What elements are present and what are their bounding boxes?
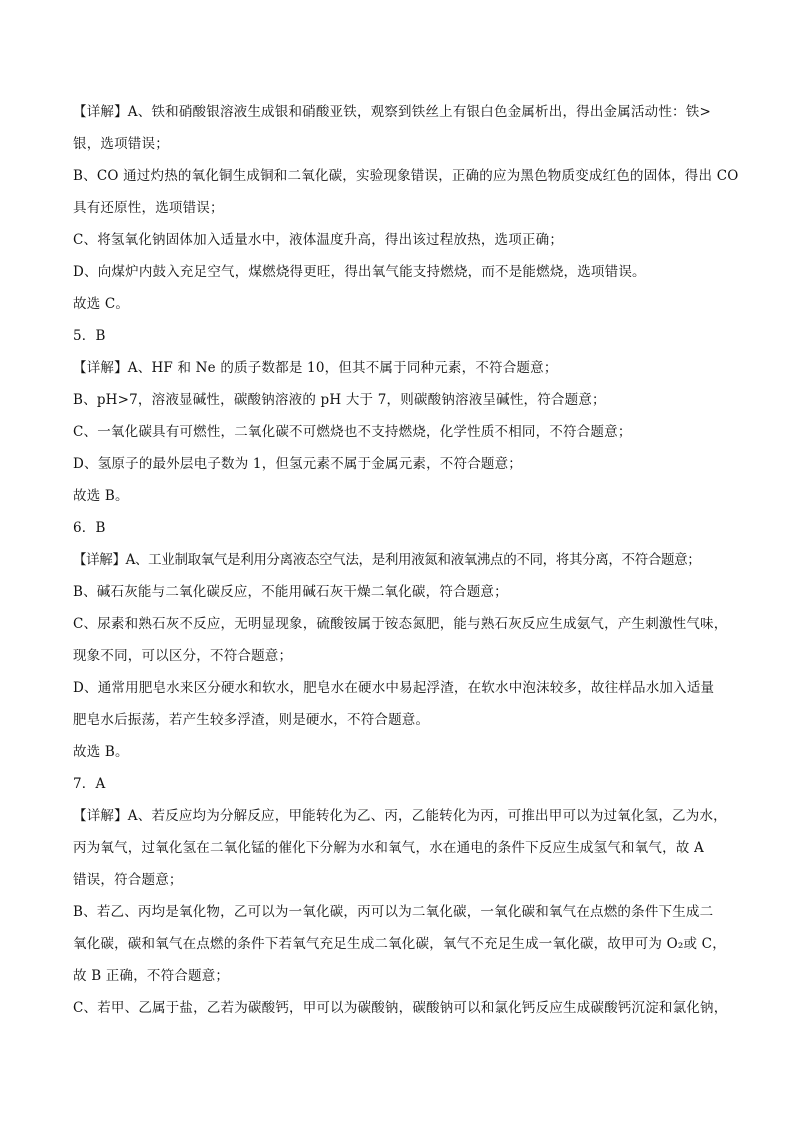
text-line: B、若乙、丙均是氧化物，乙可以为一氧化碳，丙可以为二氧化碳，一氧化碳和氧气在点燃的条件下生成二: [73, 904, 714, 920]
text-line: 【详解】A、若反应均为分解反应，甲能转化为乙、丙，乙能转化为丙，可推出甲可以为过氧化氢，乙为水，: [73, 808, 727, 824]
text-line: 银，选项错误；: [73, 136, 169, 152]
text-line: D、通常用肥皂水来区分硬水和软水，肥皂水在硬水中易起浮渣，在软水中泡沫较多，故往样品水加入适量: [73, 680, 715, 696]
text-line: 错误，符合题意；: [73, 872, 183, 888]
document-page: [73, 96, 739, 1024]
text-line: C、一氧化碳具有可燃性，二氧化碳不可燃烧也不支持燃烧，化学性质不相同，不符合题意；: [73, 424, 632, 440]
text-line: C、尿素和熟石灰不反应，无明显现象，硫酸铵属于铵态氮肥，能与熟石灰反应生成氨气，产生刺激性气味，: [73, 616, 728, 632]
text-line: 肥皂水后振荡，若产生较多浮渣，则是硬水，不符合题意。: [73, 712, 430, 728]
text-line: 氧化碳，碳和氧气在点燃的条件下若氧气充足生成二氧化碳，氧气不充足生成一氧化碳，故甲可为 O₂或 C，: [73, 936, 726, 952]
text-line: 故选 C。: [73, 296, 130, 312]
text-line: 【详解】A、铁和硝酸银溶液生成银和硝酸亚铁，观察到铁丝上有银白色金属析出，得出金属活动性：铁>: [73, 104, 711, 120]
text-line: C、将氢氧化钠固体加入适量水中，液体温度升高，得出该过程放热，选项正确；: [73, 232, 564, 248]
text-line: B、CO 通过灼热的氧化铜生成铜和二氧化碳，实验现象错误，正确的应为黑色物质变成红色的固体，得出 CO: [73, 168, 739, 184]
text-line: C、若甲、乙属于盐，乙若为碳酸钙，甲可以为碳酸钠，碳酸钠可以和氯化钙反应生成碳酸钙沉淀和氯化钠，: [73, 1000, 728, 1016]
text-line: 故选 B。: [73, 488, 129, 504]
question-number: 6．B: [73, 520, 106, 536]
text-line: 具有还原性，选项错误；: [73, 200, 224, 216]
text-line: D、氢原子的最外层电子数为 1，但氢元素不属于金属元素，不符合题意；: [73, 456, 523, 472]
text-line: 故 B 正确，不符合题意；: [73, 968, 230, 984]
text-line: 现象不同，可以区分，不符合题意；: [73, 648, 293, 664]
question-number: 5．B: [73, 328, 106, 344]
text-line: B、pH>7，溶液显碱性，碳酸钠溶液的 pH 大于 7，则碳酸钠溶液呈碱性，符合题意；: [73, 392, 606, 408]
text-line: 丙为氧气，过氧化氢在二氧化锰的催化下分解为水和氧气，水在通电的条件下反应生成氢气和氧气，故 A: [73, 840, 704, 856]
text-line: 【详解】A、HF 和 Ne 的质子数都是 10，但其不属于同种元素，不符合题意；: [73, 360, 558, 376]
question-number: 7．A: [73, 776, 106, 792]
text-line: B、碱石灰能与二氧化碳反应，不能用碱石灰干燥二氧化碳，符合题意；: [73, 584, 508, 600]
text-line: D、向煤炉内鼓入充足空气，煤燃烧得更旺，得出氧气能支持燃烧，而不是能燃烧，选项错误。: [73, 264, 646, 280]
text-line: 【详解】A、工业制取氧气是利用分离液态空气法，是利用液氮和液氧沸点的不同，将其分离，不符合题意；: [73, 552, 701, 568]
text-line: 故选 B。: [73, 744, 129, 760]
